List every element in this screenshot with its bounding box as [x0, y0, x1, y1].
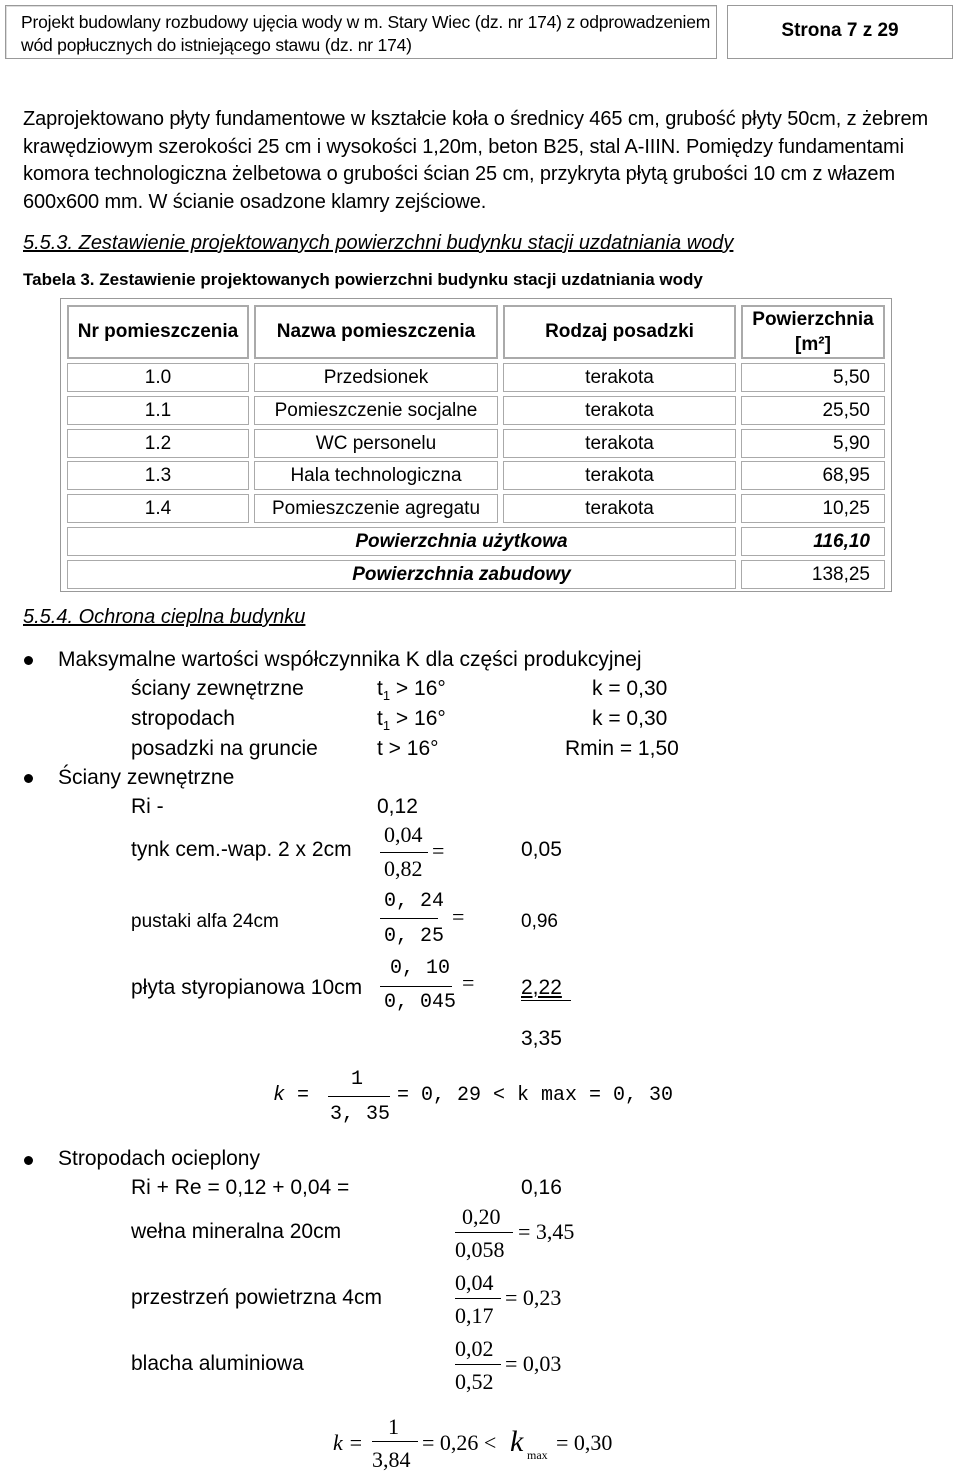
k1-num: 1	[351, 1068, 364, 1091]
floor-label: posadzki na gruncie	[131, 737, 318, 760]
equals-sign: =	[432, 838, 445, 863]
th-name: Nazwa pomieszczenia	[254, 305, 498, 359]
k2-num: 1	[388, 1414, 399, 1439]
ri-label: Ri -	[131, 795, 164, 818]
pustaki-num: 0, 24	[384, 890, 445, 913]
przestrzen-den: 0,17	[455, 1303, 494, 1328]
styropian-result: 2,22	[521, 976, 562, 999]
table-cell: Hala technologiczna	[254, 461, 498, 490]
roof-heading: Stropodach ocieplony	[58, 1147, 260, 1170]
roof-label: stropodach	[131, 707, 235, 730]
table-cell: 25,50	[741, 396, 885, 425]
walls-temp: $t_1 > 16^\circ$	[377, 677, 446, 704]
thermal-k-heading: Maksymalne wartości współczynnika K dla części produkcyjnej	[58, 648, 642, 671]
welna-den: 0,058	[455, 1237, 505, 1262]
fraction-line	[380, 918, 438, 919]
bullet-icon	[24, 1156, 33, 1165]
blacha-label: blacha aluminiowa	[131, 1352, 304, 1375]
floor-rmin: Rmin = 1,50	[565, 737, 679, 760]
bullet-icon	[24, 656, 33, 665]
blacha-den: 0,52	[455, 1369, 494, 1394]
table-cell: Przedsionek	[254, 363, 498, 392]
sum-underline	[521, 1000, 571, 1001]
equals-sign: =	[462, 970, 475, 995]
fraction-line	[455, 1298, 501, 1299]
header-title-box	[5, 5, 717, 59]
header-page-box	[727, 5, 953, 59]
rire-value: 0,16	[521, 1176, 562, 1199]
page-number: Strona 7 z 29	[781, 20, 899, 41]
section-heading-553: 5.5.3. Zestawienie projektowanych powierzchni budynku stacji uzdatniania wody	[23, 232, 734, 254]
rire-label: Ri + Re = 0,12 + 0,04 =	[131, 1176, 350, 1199]
pustaki-result: 0,96	[521, 911, 558, 932]
przestrzen-num: 0,04	[455, 1270, 494, 1295]
table-cell: 68,95	[741, 461, 885, 490]
fraction-line	[380, 986, 452, 987]
sum-usable-value: 116,10	[741, 527, 885, 556]
blacha-num: 0,02	[455, 1336, 494, 1361]
welna-label: wełna mineralna 20cm	[131, 1220, 342, 1243]
tynk-num: 0,04	[384, 822, 423, 847]
k2-result: = 0,26 <	[422, 1430, 497, 1455]
areas-table	[60, 298, 892, 592]
przestrzen-label: przestrzeń powietrzna 4cm	[131, 1286, 382, 1309]
pustaki-label: pustaki alfa 24cm	[131, 911, 279, 932]
styropian-label: płyta styropianowa 10cm	[131, 976, 363, 999]
bullet-icon	[24, 774, 33, 783]
walls-heading: Ściany zewnętrzne	[58, 766, 235, 789]
fraction-line	[455, 1232, 513, 1233]
page-header	[5, 5, 953, 59]
table-cell: Pomieszczenie agregatu	[254, 494, 498, 523]
roof-temp: $t_1 > 16^\circ$	[377, 707, 446, 734]
table-cell: terakota	[503, 396, 736, 425]
intro-line: komora technologiczna żelbetowa o grubości ścian 25 cm, przykryta płytą grubości 10 cm z włazem	[23, 163, 896, 185]
k2-k: k	[510, 1425, 524, 1458]
roof-k: k = 0,30	[592, 707, 668, 730]
ri-value: 0,12	[377, 795, 418, 818]
tynk-den: 0,82	[384, 856, 423, 881]
przestrzen-result: = 0,23	[505, 1285, 562, 1310]
th-area-label: Powierzchnia	[752, 309, 874, 330]
th-number: Nr pomieszczenia	[67, 305, 249, 359]
k1-left: k =	[273, 1084, 310, 1107]
th-floor: Rodzaj posadzki	[503, 305, 736, 359]
table-cell: terakota	[503, 363, 736, 392]
fraction-line	[328, 1096, 390, 1097]
th-area	[741, 305, 885, 359]
intro-line: 600x600 mm. W ścianie osadzone klamry zejściowe.	[23, 191, 487, 213]
table-cell: 5,90	[741, 429, 885, 458]
table-cell: 1.0	[67, 363, 249, 392]
header-title-line2: wód popłucznych do istniejącego stawu (dz. nr 174)	[21, 35, 412, 55]
intro-line: krawędziowym szerokości 25 cm i wysokości 1,20m, beton B25, stal A-IIIN. Pomiędzy fundamentami	[23, 136, 904, 158]
table-cell: terakota	[503, 429, 736, 458]
sum-usable-label: Powierzchnia użytkowa	[67, 527, 736, 556]
k2-den: 3,84	[372, 1447, 411, 1472]
sum-built-value: 138,25	[741, 560, 885, 589]
header-title-line1: Projekt budowlany rozbudowy ujęcia wody w m. Stary Wiec (dz. nr 174) z odprowadzeniem	[21, 12, 711, 32]
sum-built-label: Powierzchnia zabudowy	[67, 560, 736, 589]
intro-line: Zaprojektowano płyty fundamentowe w kształcie koła o średnicy 465 cm, grubość płyty 50cm, z żebrem	[23, 108, 929, 130]
k2-end: = 0,30	[556, 1430, 613, 1455]
welna-result: = 3,45	[518, 1219, 575, 1244]
table-cell: 1.1	[67, 396, 249, 425]
table-cell: 1.4	[67, 494, 249, 523]
blacha-result: = 0,03	[505, 1351, 562, 1376]
table-cell: 5,50	[741, 363, 885, 392]
th-area-unit: [m²]	[795, 334, 831, 355]
table-cell: 10,25	[741, 494, 885, 523]
fraction-line	[455, 1364, 501, 1365]
table-cell: WC personelu	[254, 429, 498, 458]
pustaki-den: 0, 25	[384, 925, 445, 948]
section-heading-554: 5.5.4. Ochrona cieplna budynku	[23, 606, 306, 628]
k1-den: 3, 35	[330, 1103, 391, 1126]
k2-sub: max	[527, 1448, 548, 1462]
table-caption: Tabela 3. Zestawienie projektowanych powierzchni budynku stacji uzdatniania wody	[23, 270, 703, 289]
equals-sign: =	[452, 904, 465, 929]
wall-total: 3,35	[521, 1027, 562, 1050]
table-cell: 1.2	[67, 429, 249, 458]
table-cell: 1.3	[67, 461, 249, 490]
tynk-label: tynk cem.-wap. 2 x 2cm	[131, 838, 352, 861]
table-cell: Pomieszczenie socjalne	[254, 396, 498, 425]
tynk-result: 0,05	[521, 838, 562, 861]
walls-k: k = 0,30	[592, 677, 668, 700]
welna-num: 0,20	[462, 1204, 501, 1229]
styropian-den: 0, 045	[384, 991, 457, 1014]
table-cell: terakota	[503, 461, 736, 490]
table-cell: terakota	[503, 494, 736, 523]
k1-result: = 0, 29 < k max = 0, 30	[397, 1084, 674, 1107]
fraction-line	[380, 852, 428, 853]
walls-label: ściany zewnętrzne	[131, 677, 304, 700]
styropian-num: 0, 10	[390, 957, 451, 980]
fraction-line	[372, 1441, 418, 1442]
floor-temp: t > 16°	[377, 737, 439, 760]
k2-left: k =	[333, 1430, 364, 1455]
